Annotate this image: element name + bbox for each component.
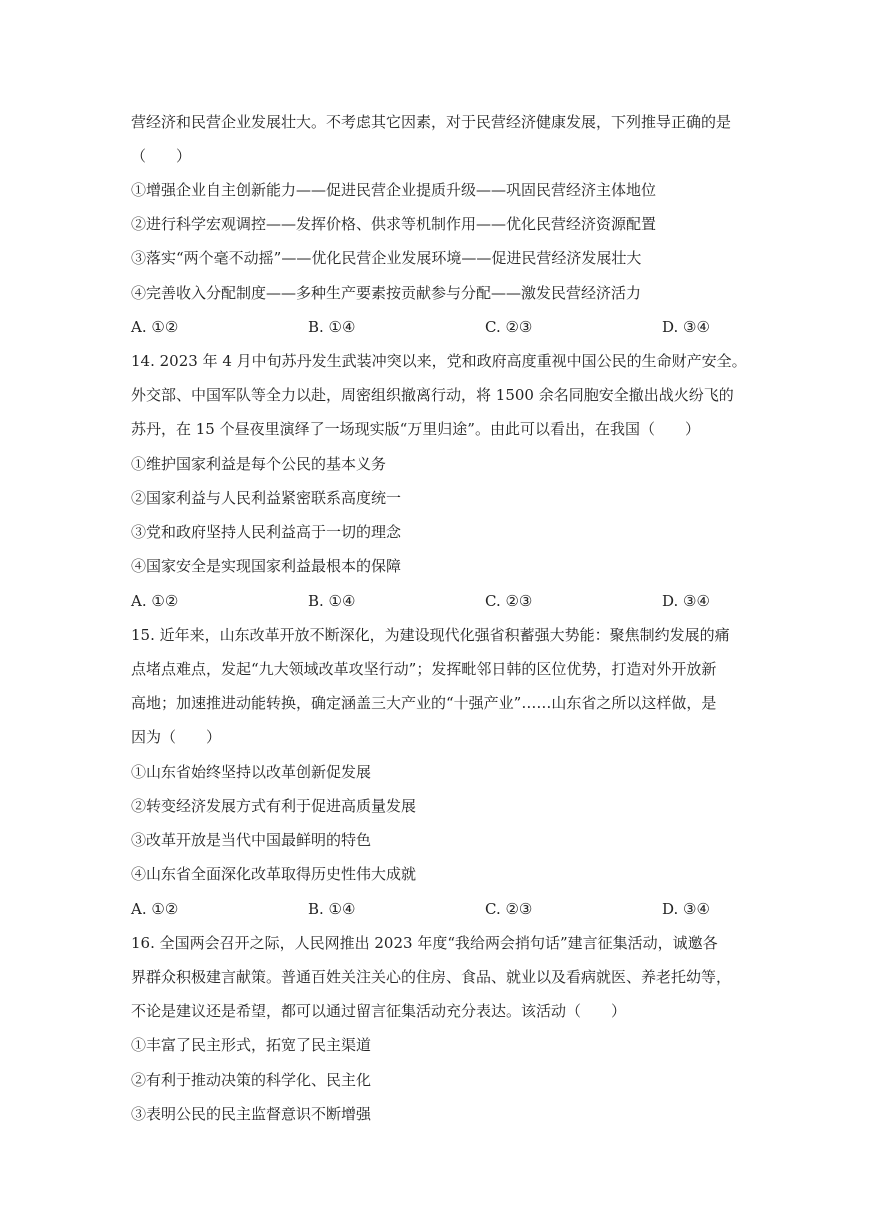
q15-item-4: ④山东省全面深化改革取得历史性伟大成就 — [131, 865, 417, 883]
q14-stem-line-3: 苏丹，在 15 个昼夜里演绎了一场现实版“万里归途”。由此可以看出，在我国（ ） — [131, 420, 700, 438]
q13-item-3: ③落实“两个毫不动摇”——优化民营企业发展环境——促进民营经济发展壮大 — [131, 249, 642, 267]
q14-option-a: A. ①② — [131, 592, 179, 610]
q15-stem-line-3: 高地；加速推进动能转换，确定涵盖三大产业的“十强产业”……山东省之所以这样做，是 — [131, 694, 717, 712]
q14-item-3: ③党和政府坚持人民利益高于一切的理念 — [131, 523, 402, 541]
q14-item-4: ④国家安全是实现国家利益最根本的保障 — [131, 557, 402, 575]
q16-item-3: ③表明公民的民主监督意识不断增强 — [131, 1105, 372, 1123]
q16-item-1: ①丰富了民主形式，拓宽了民主渠道 — [131, 1036, 372, 1054]
q14-stem-line-1: 14. 2023 年 4 月中旬苏丹发生武装冲突以来，党和政府高度重视中国公民的生命财产安全。 — [131, 352, 747, 370]
q13-item-4: ④完善收入分配制度——多种生产要素按贡献参与分配——激发民营经济活力 — [131, 284, 642, 302]
q14-stem-line-2: 外交部、中国军队等全力以赴，周密组织撤离行动，将 1500 余名同胞安全撤出战火纷飞的 — [131, 386, 734, 404]
q13-option-a: A. ①② — [131, 318, 179, 336]
q15-options — [131, 899, 731, 919]
q15-option-c: C. ②③ — [485, 900, 533, 918]
q14-option-b: B. ①④ — [308, 592, 356, 610]
q16-item-2: ②有利于推动决策的科学化、民主化 — [131, 1071, 372, 1089]
q13-option-b: B. ①④ — [308, 318, 356, 336]
q15-stem-line-4: 因为（ ） — [131, 728, 222, 746]
q14-item-2: ②国家利益与人民利益紧密联系高度统一 — [131, 489, 402, 507]
q15-item-3: ③改革开放是当代中国最鲜明的特色 — [131, 831, 372, 849]
q13-item-2: ②进行科学宏观调控——发挥价格、供求等机制作用——优化民营经济资源配置 — [131, 215, 657, 233]
q14-item-1: ①维护国家利益是每个公民的基本义务 — [131, 455, 387, 473]
q14-option-d: D. ③④ — [662, 592, 710, 610]
q13-stem-line: 营经济和民营企业发展壮大。不考虑其它因素，对于民营经济健康发展，下列推导正确的是 — [131, 113, 732, 131]
q13-answer-paren: （ ） — [131, 147, 192, 165]
q16-stem-line-1: 16. 全国两会召开之际，人民网推出 2023 年度“我给两会捎句话”建言征集活动，诚邀各 — [131, 934, 718, 952]
q13-option-d: D. ③④ — [662, 318, 710, 336]
q15-option-b: B. ①④ — [308, 900, 356, 918]
q16-stem-line-2: 界群众积极建言献策。普通百姓关注关心的住房、食品、就业以及看病就医、养老托幼等， — [131, 968, 732, 986]
q15-option-d: D. ③④ — [662, 900, 710, 918]
q13-option-c: C. ②③ — [485, 318, 533, 336]
q13-options — [131, 317, 731, 337]
q13-item-1: ①增强企业自主创新能力——促进民营企业提质升级——巩固民营经济主体地位 — [131, 181, 657, 199]
q14-options — [131, 591, 731, 611]
q15-item-2: ②转变经济发展方式有利于促进高质量发展 — [131, 797, 417, 815]
q15-stem-line-2: 点堵点难点，发起“九大领域改革攻坚行动”；发挥毗邻日韩的区位优势，打造对外开放新 — [131, 660, 717, 678]
q16-stem-line-3: 不论是建议还是希望，都可以通过留言征集活动充分表达。该活动（ ） — [131, 1002, 627, 1020]
q15-option-a: A. ①② — [131, 900, 179, 918]
q15-stem-line-1: 15. 近年来，山东改革开放不断深化，为建设现代化强省积蓄强大势能：聚焦制约发展的痛 — [131, 626, 730, 644]
q15-item-1: ①山东省始终坚持以改革创新促发展 — [131, 763, 372, 781]
q14-option-c: C. ②③ — [485, 592, 533, 610]
